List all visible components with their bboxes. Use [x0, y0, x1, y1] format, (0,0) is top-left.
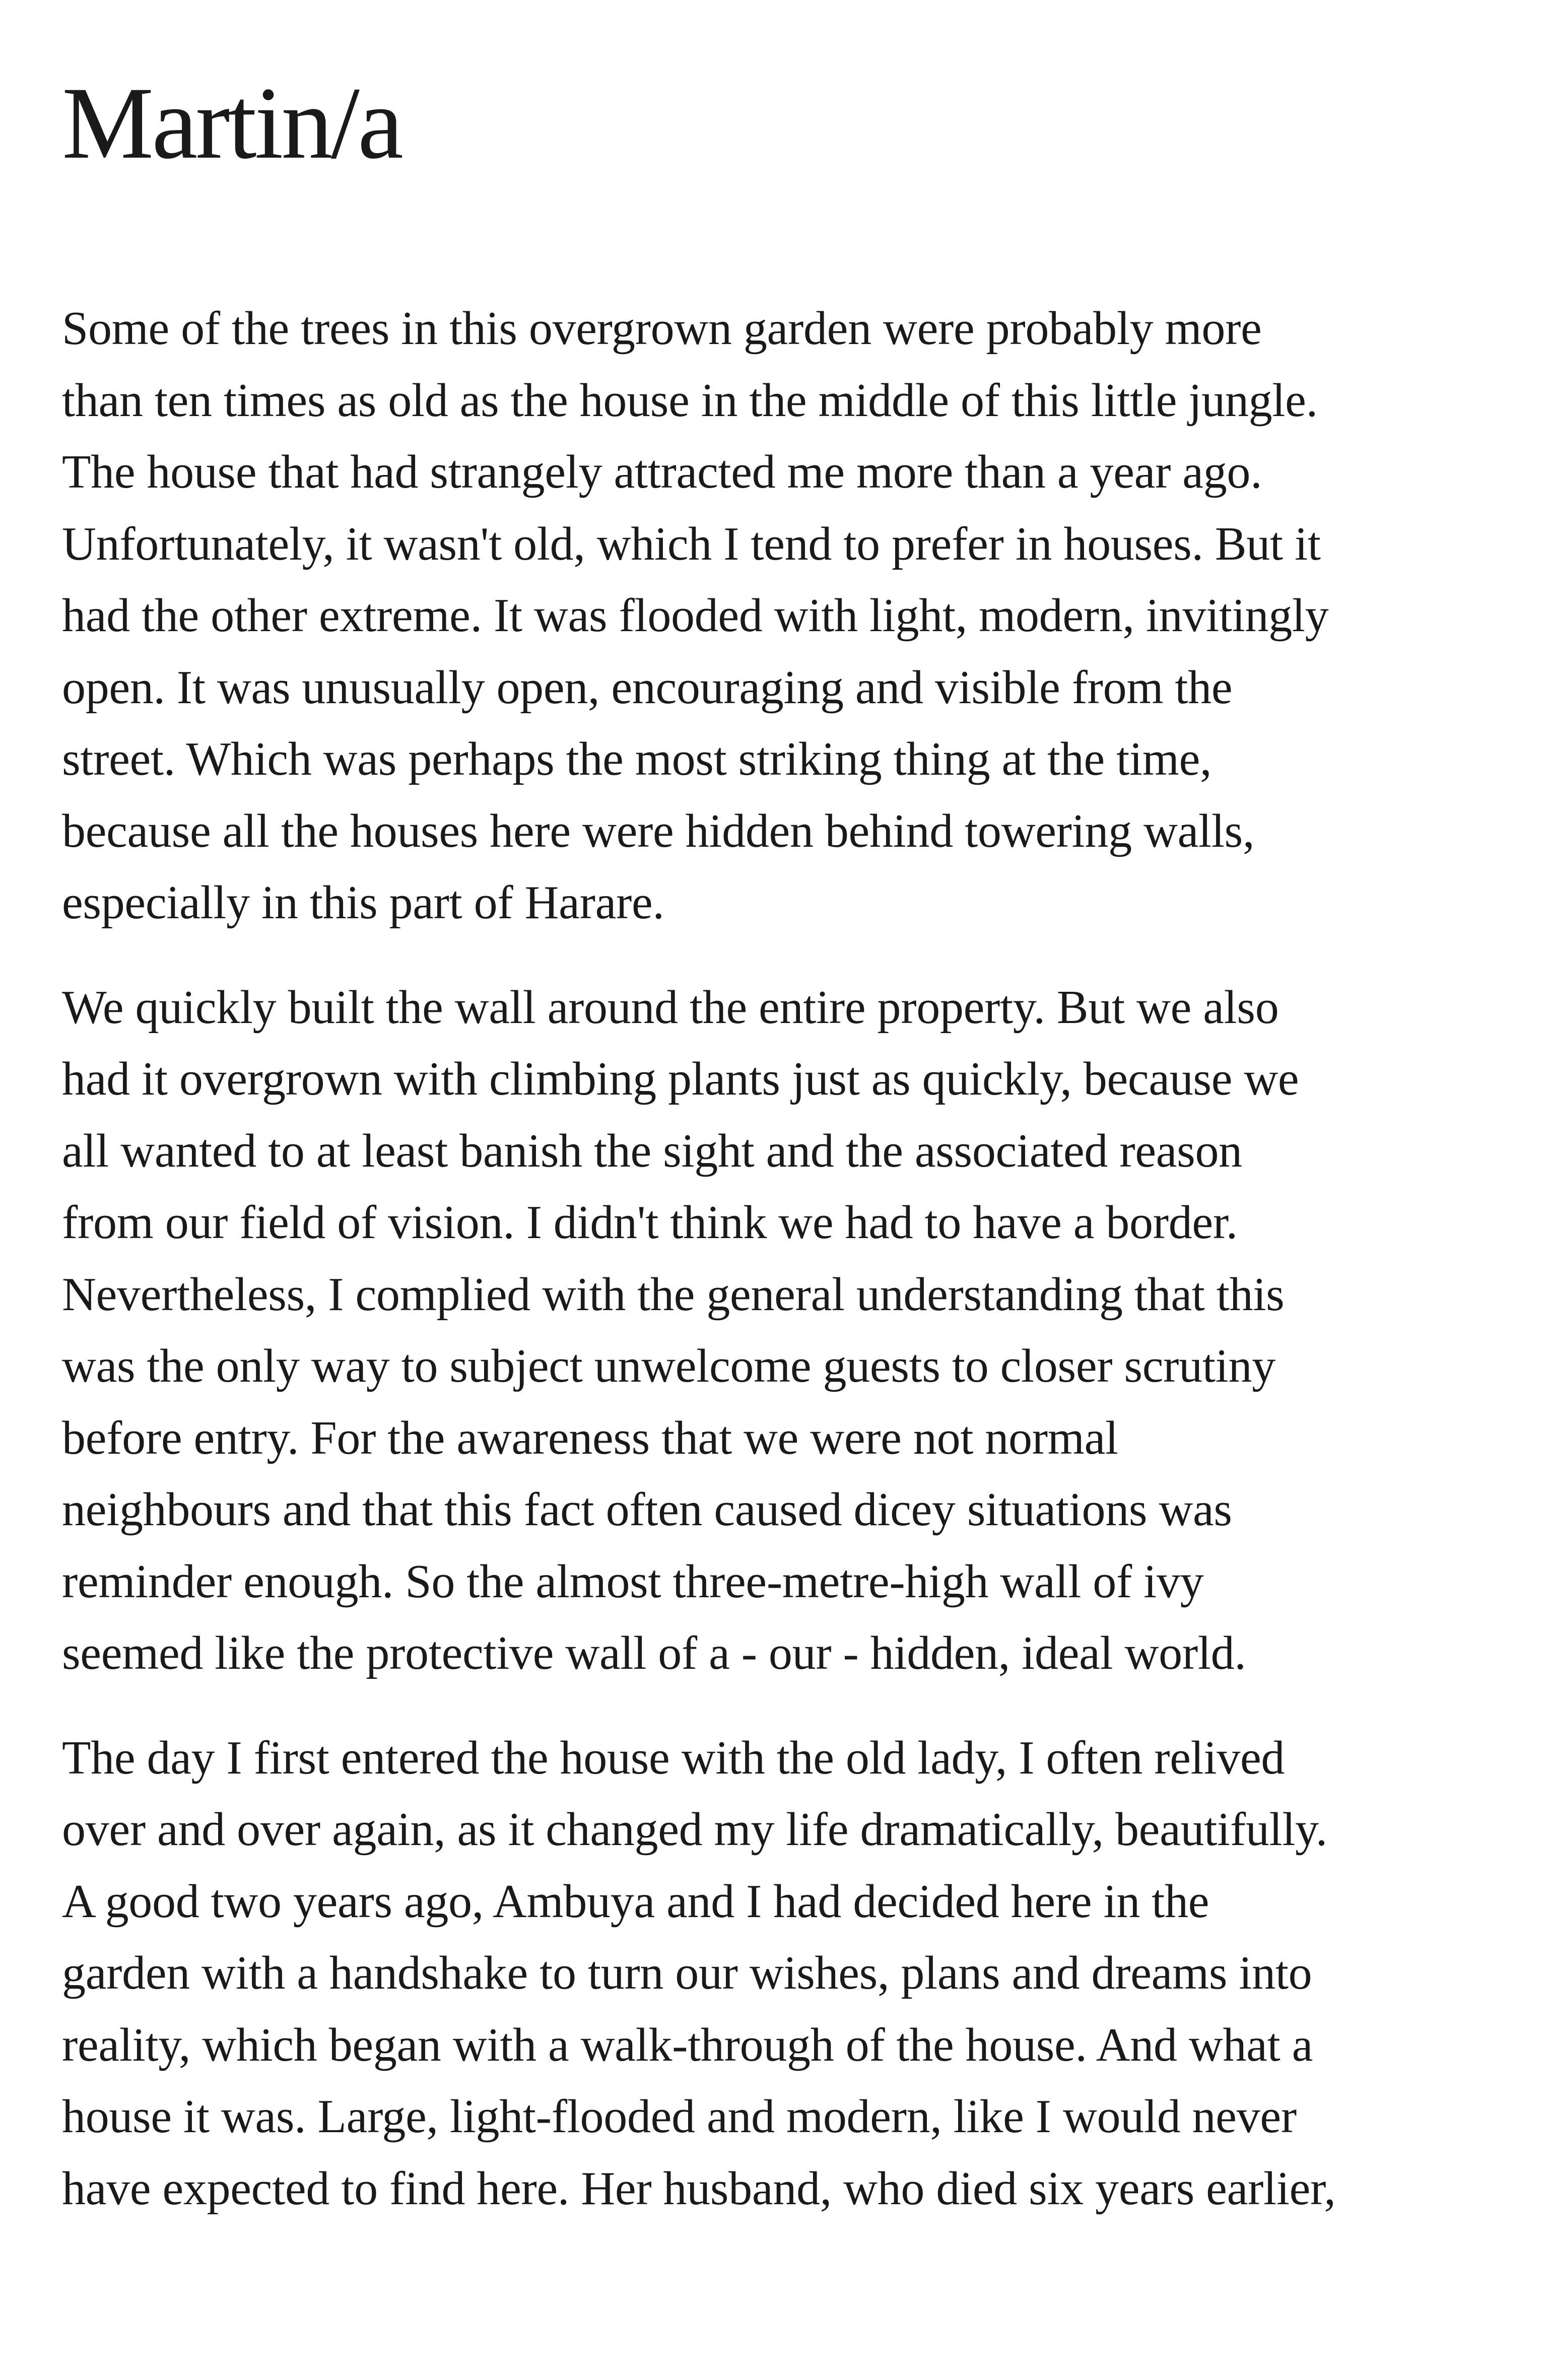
text-line: have expected to find here. Her husband, who died six years earlier,	[62, 2162, 1336, 2215]
text-line: The house that had strangely attracted me more than a year ago.	[62, 446, 1262, 498]
text-line: especially in this part of Harare.	[62, 876, 664, 929]
text-line: house it was. Large, light-flooded and modern, like I would never	[62, 2090, 1297, 2143]
text-line: than ten times as old as the house in the middle of this little jungle.	[62, 374, 1318, 427]
text-line: because all the houses here were hidden behind towering walls,	[62, 804, 1255, 857]
text-line: The day I first entered the house with the old lady, I often relived	[62, 1731, 1285, 1784]
text-line: reminder enough. So the almost three-metre-high wall of ivy	[62, 1555, 1204, 1608]
text-line: garden with a handshake to turn our wishes, plans and dreams into	[62, 1947, 1312, 1999]
text-line: street. Which was perhaps the most striking thing at the time,	[62, 733, 1212, 785]
document-body	[62, 293, 1503, 2224]
paragraph-2	[62, 972, 1503, 1689]
text-line: A good two years ago, Ambuya and I had decided here in the	[62, 1875, 1209, 1928]
text-line: had it overgrown with climbing plants just as quickly, because we	[62, 1053, 1299, 1105]
text-line: had the other extreme. It was flooded with light, modern, invitingly	[62, 589, 1329, 642]
text-line: Some of the trees in this overgrown garden were probably more	[62, 302, 1262, 355]
page-title: Martin/a	[62, 66, 401, 180]
text-line: Nevertheless, I complied with the general understanding that this	[62, 1268, 1285, 1321]
text-line: before entry. For the awareness that we were not normal	[62, 1411, 1118, 1464]
document-page	[62, 0, 1503, 2257]
text-line: over and over again, as it changed my life dramatically, beautifully.	[62, 1803, 1327, 1856]
text-line: was the only way to subject unwelcome guests to closer scrutiny	[62, 1340, 1275, 1392]
text-line: We quickly built the wall around the entire property. But we also	[62, 981, 1279, 1034]
text-line: Unfortunately, it wasn't old, which I tend to prefer in houses. But it	[62, 517, 1321, 570]
text-line: from our field of vision. I didn't think we had to have a border.	[62, 1196, 1238, 1249]
paragraph-3	[62, 1722, 1503, 2225]
text-line: seemed like the protective wall of a - our - hidden, ideal world.	[62, 1627, 1246, 1679]
text-line: open. It was unusually open, encouraging and visible from the	[62, 661, 1233, 714]
paragraph-1	[62, 293, 1503, 939]
text-line: all wanted to at least banish the sight and the associated reason	[62, 1124, 1242, 1177]
text-line: neighbours and that this fact often caused dicey situations was	[62, 1483, 1232, 1536]
text-line: reality, which began with a walk-through of the house. And what a	[62, 2018, 1313, 2071]
